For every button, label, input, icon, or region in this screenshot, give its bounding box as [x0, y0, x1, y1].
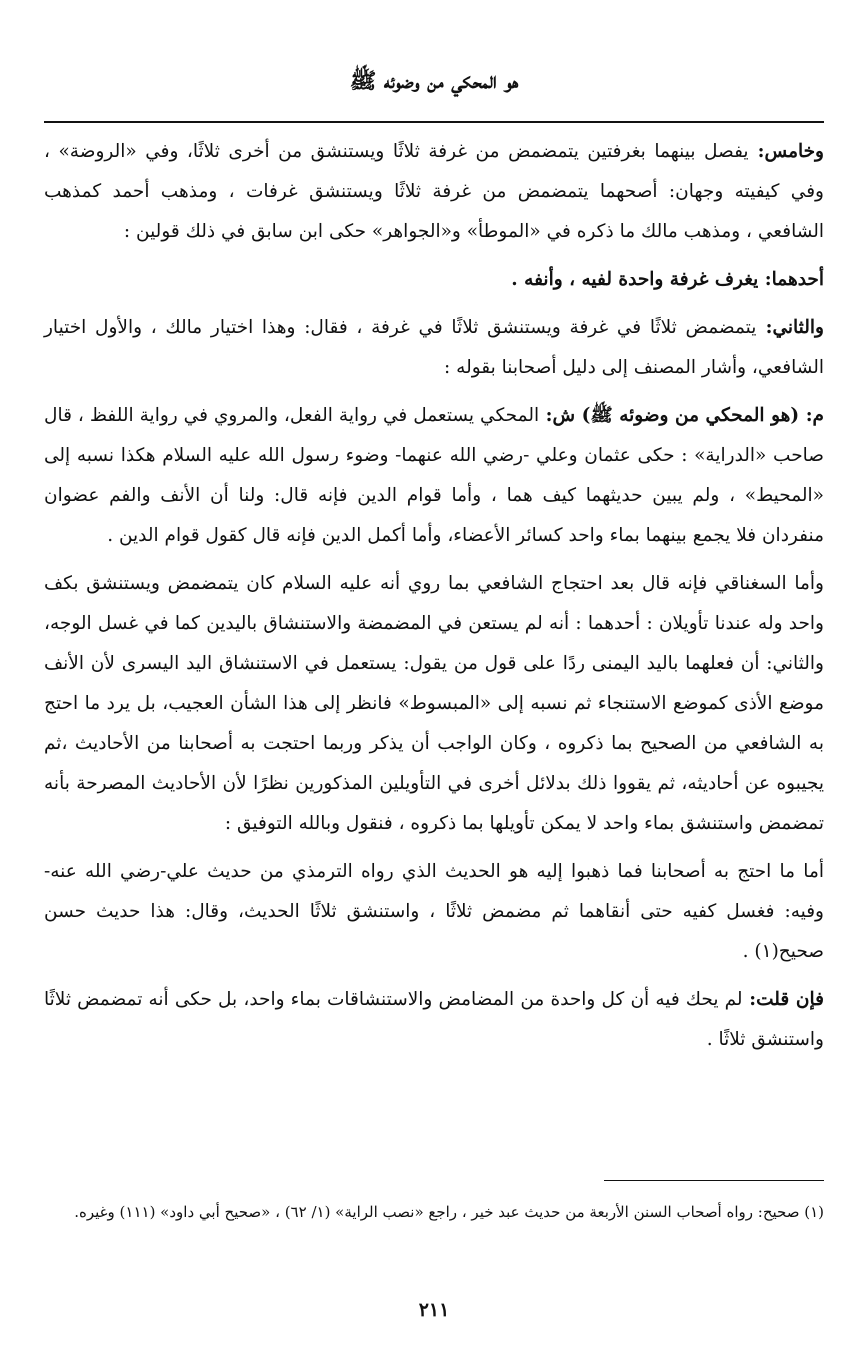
paragraph-text: يتمضمض ثلاثًا في غرفة ويستنشق ثلاثًا في غرفة ، فقال: وهذا اختيار مالك ، والأول اختيار الشافعي، وأشار المصنف إلى دليل أصحابنا بقوله : [44, 317, 824, 378]
paragraph-tirmidhi-hadith [44, 852, 824, 972]
paragraph-lead: وخامس: [748, 141, 824, 162]
paragraph-second-saying [44, 308, 824, 388]
paragraph-text: أما ما احتج به أصحابنا فما ذهبوا إليه هو الحديث الذي رواه الترمذي من حديث علي-رضي الله عنه- وفيه: فغسل كفيه حتى أنقاهما ثم مضمض ثلاثًا ، واستنشق ثلاثًا الحديث، وقال: هذا حديث حسن صحيح(١) . [44, 861, 824, 962]
paragraph-matn-sharh [44, 396, 824, 556]
paragraph-objection [44, 980, 824, 1060]
paragraph-text: وأما السغناقي فإنه قال بعد احتجاج الشافعي بما روي أنه عليه السلام كان يتمضمض ويستنشق بكف واحد وله عندنا تأويلان : أحدهما : أنه لم يستعن في المضمضة والاستنشاق باليدين كما في غسل الوجه، والثاني: أن فعلهما باليد اليمنى ردًا على قول من يقول: يستعمل في الاستنشاق اليد اليسرى لأن الأنف موضع الأذى كموضع الاستنجاء ثم نسبه إلى «المبسوط» فانظر إلى هذا الشأن العجيب، بل يرد ما احتج به الشافعي من الصحيح بما ذكروه ، وكان الواجب أن يذكر وربما احتجت به أصحابنا من الأحاديث ،ثم يجيبوه عن أحاديثه، ثم يقووا ذلك بدلائل أخرى في التأويلين المذكورين نظرًا لأن الأحاديث المصرحة بأنه تمضمض واستنشق بماء واحد لا يمكن تأويلها بما ذكروه ، فنقول وبالله التوفيق : [44, 573, 824, 834]
paragraph-first-saying [44, 260, 824, 300]
paragraph-text: لم يحك فيه أن كل واحدة من المضامض والاستنشاقات بماء واحد، بل حكى أنه تمضمض ثلاثًا واستنشق ثلاثًا . [44, 989, 824, 1050]
page-number: ٢١١ [418, 1299, 450, 1321]
paragraph-lead: م: (هو المحكي من وضوئه ﷺ) ش: [539, 405, 824, 426]
paragraph-sighnaqi [44, 564, 824, 844]
paragraph-lead: فإن قلت: [742, 989, 825, 1010]
paragraph-text: يغرف غرفة واحدة لفيه ، وأنفه . [511, 269, 759, 290]
header-rule [44, 121, 824, 123]
main-text [44, 132, 824, 1068]
paragraph-lead: أحدهما: [758, 269, 824, 290]
footnote-rule [604, 1180, 824, 1181]
book-page [44, 0, 824, 1372]
paragraph-text: المحكي يستعمل في رواية الفعل، والمروي في رواية اللفظ ، قال صاحب «الدراية» : حكى عثمان وعلي -رضي الله عنهما- وضوء رسول الله عليه السلام هكذا نسبه إلى «المحيط» ، ولم يبين حديثهما كيف هما ، وأما قوام الدين فإنه قال: ولنا أن الأنف والفم عضوان منفردان فلا يجمع بينهما بماء واحد كسائر الأعضاء، وأما أكمل الدين فإنه قال كقول قوام الدين . [44, 405, 824, 546]
paragraph-fifth-opinion [44, 132, 824, 252]
paragraph-lead: والثاني: [756, 317, 824, 338]
paragraph-text: يفصل بينهما بغرفتين يتمضمض من غرفة ثلاثًا ويستنشق من أخرى ثلاثًا، وفي «الروضة» ، وفي كيفيته وجهان: أصحهما يتمضمض من غرفة ثلاثًا ويستنشق غرفات ، ومذهب أحمد كمذهب الشافعي ، ومذهب مالك ما ذكره في «الموطأ» و«الجواهر» حكى ابن سابق في ذلك قولين : [44, 141, 824, 242]
running-title: هو المحكي من وضوئه ﷺ [349, 68, 519, 94]
footnote-1: (١) صحيح: رواه أصحاب السنن الأربعة من حديث عبد خير ، راجع «نصب الراية» (١/ ٦٢) ، «صحيح أبي داود» (١١١) وغيره. [74, 1203, 824, 1221]
